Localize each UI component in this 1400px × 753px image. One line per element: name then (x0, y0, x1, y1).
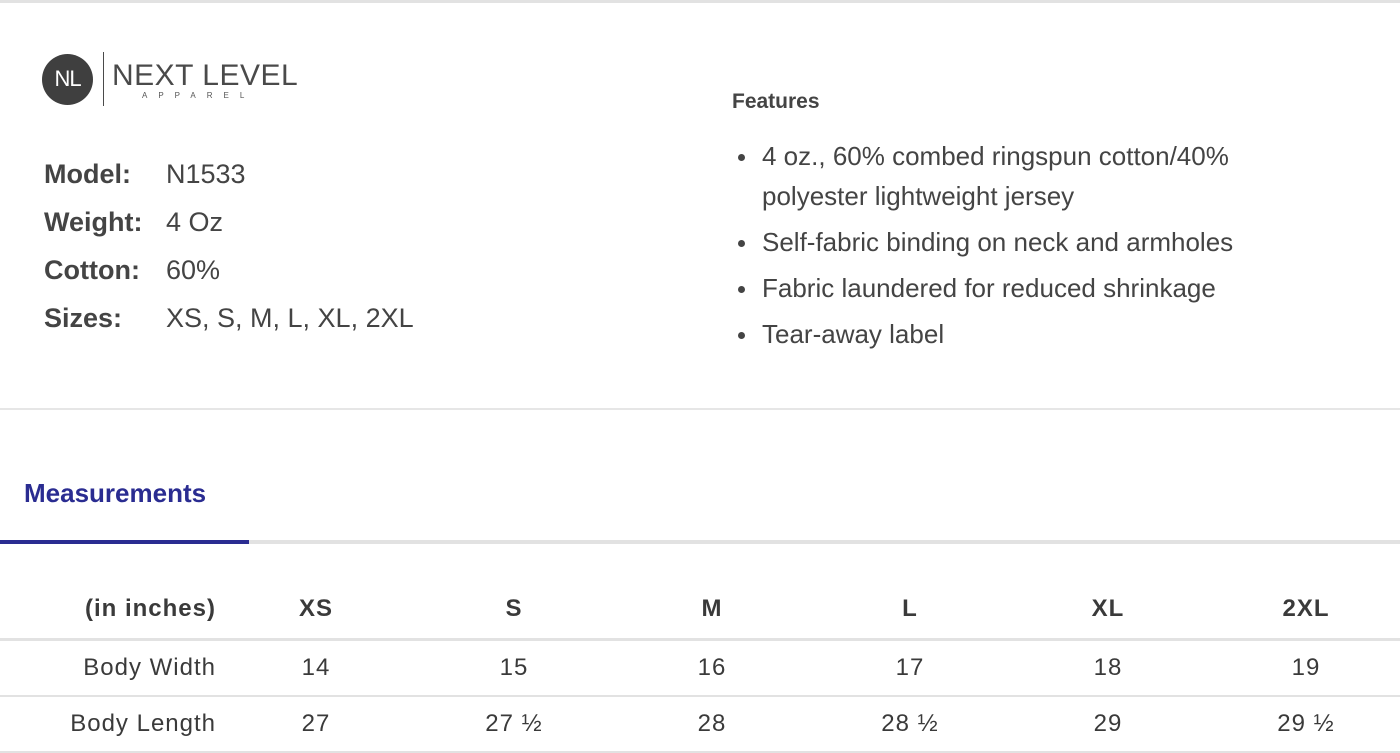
size-header: XL (1091, 595, 1125, 622)
measurements-table (0, 580, 1400, 753)
tab-active-indicator (0, 540, 249, 544)
feature-item: Tear-away label (732, 314, 1332, 354)
spec-value: 4 Oz (166, 206, 224, 237)
table-cell: 28 (697, 710, 727, 737)
logo-name: NEXT LEVEL (112, 59, 299, 92)
table-row (0, 641, 1400, 697)
spec-label: Sizes: (44, 302, 123, 333)
spec-row-sizes (44, 294, 414, 342)
features-heading: Features (732, 90, 820, 113)
unit-header: (in inches) (84, 595, 216, 622)
table-cell: 19 (1291, 654, 1321, 681)
table-cell: 18 (1093, 654, 1123, 681)
features-list (732, 136, 1332, 360)
size-header: XS (298, 595, 333, 622)
spec-row-weight (44, 198, 414, 246)
logo-subtitle: APPAREL (142, 91, 256, 100)
table-cell: 17 (895, 654, 925, 681)
spec-label: Cotton: (44, 254, 140, 285)
size-header: S (505, 595, 523, 622)
size-header: 2XL (1282, 595, 1330, 622)
table-cell: 27 (301, 710, 331, 737)
logo-circle: NL (42, 54, 93, 105)
spec-value: 60% (166, 254, 221, 285)
logo-divider (103, 52, 104, 106)
section-divider (0, 408, 1400, 410)
tab-measurements[interactable] (0, 462, 249, 544)
table-cell: 29 (1093, 710, 1123, 737)
spec-row-cotton (44, 246, 414, 294)
spec-row-model (44, 150, 414, 198)
table-row (0, 697, 1400, 753)
size-header: M (701, 595, 723, 622)
table-cell: 29 ½ (1277, 710, 1335, 737)
row-label: Body Length (70, 710, 216, 737)
spec-value: XS, S, M, L, XL, 2XL (166, 302, 414, 333)
feature-item: Fabric laundered for reduced shrinkage (732, 268, 1332, 308)
table-cell: 28 ½ (881, 710, 939, 737)
top-divider (0, 0, 1400, 3)
table-cell: 16 (697, 654, 727, 681)
table-cell: 27 ½ (485, 710, 543, 737)
row-label: Body Width (83, 654, 216, 681)
feature-item: Self-fabric binding on neck and armholes (732, 222, 1332, 262)
next-level-logo (42, 52, 298, 106)
table-header-row (0, 580, 1400, 641)
tab-measurements-label: Measurements (24, 478, 207, 508)
logo-wordmark (112, 61, 298, 101)
spec-value: N1533 (166, 158, 246, 189)
table-cell: 14 (301, 654, 331, 681)
spec-label: Weight: (44, 206, 143, 237)
size-header: L (902, 595, 918, 622)
feature-item: 4 oz., 60% combed ringspun cotton/40% polyester lightweight jersey (732, 136, 1332, 216)
product-specs (44, 150, 414, 342)
spec-label: Model: (44, 158, 131, 189)
table-cell: 15 (499, 654, 529, 681)
